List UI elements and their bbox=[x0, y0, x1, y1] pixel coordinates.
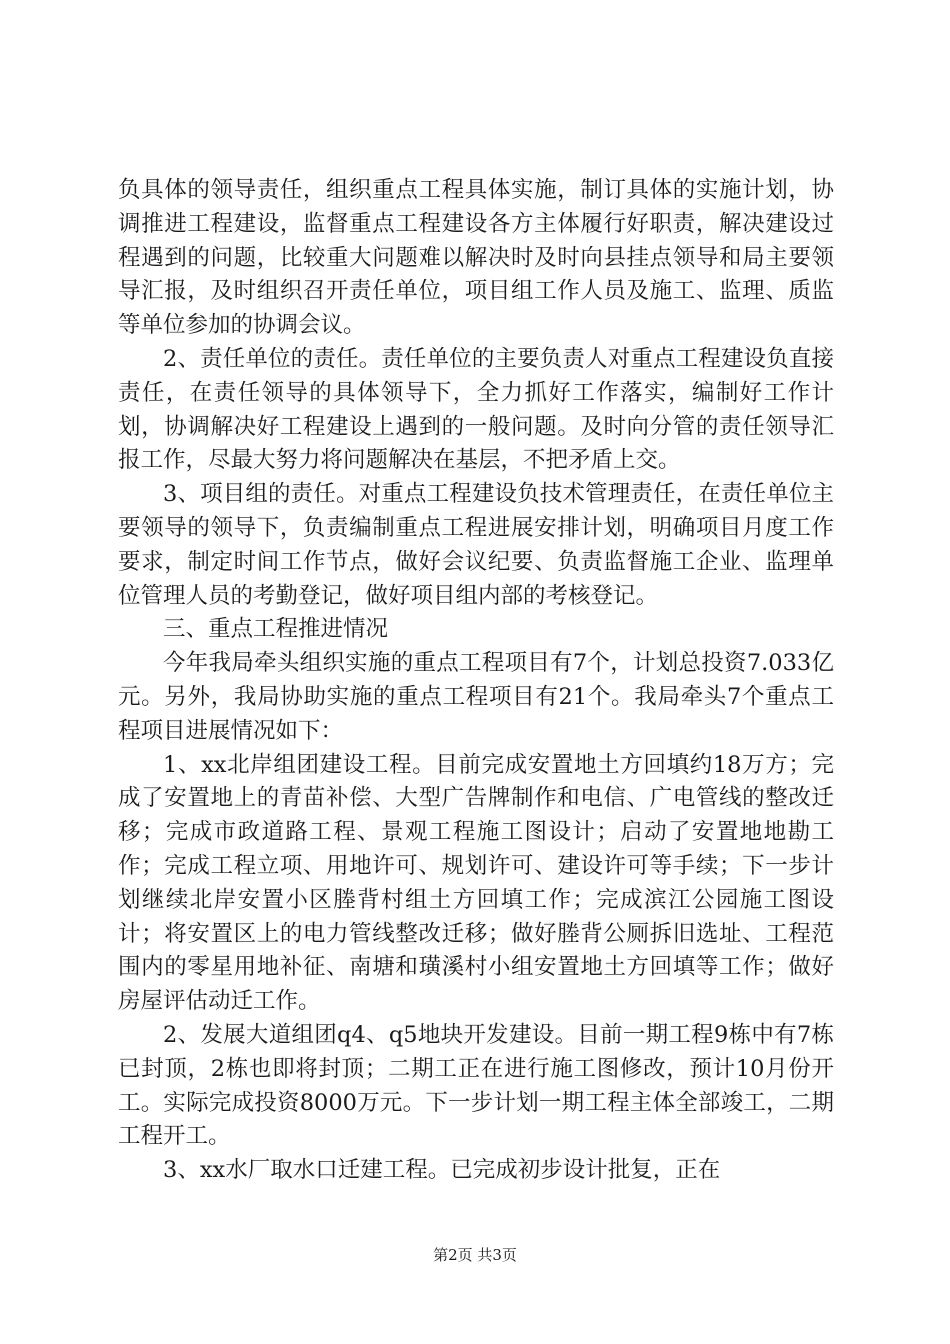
paragraph-overview: 今年我局牵头组织实施的重点工程项目有7个，计划总投资7.033亿元。另外，我局协助实施的重点工程项目有21个。我局牵头7个重点工程项目进展情况如下： bbox=[118, 650, 834, 744]
paragraph-continuation: 负具体的领导责任，组织重点工程具体实施，制订具体的实施计划，协调推进工程建设，监督重点工程建设各方主体履行好职责，解决建设过程遇到的问题，比较重大问题难以解决时及时向县挂点领导和局主要领导汇报，及时组织召开责任单位，项目组工作人员及施工、监理、质监等单位参加的协调会议。 bbox=[118, 177, 834, 339]
paragraph-project-3: 3、xx水厂取水口迁建工程。已完成初步设计批复，正在 bbox=[163, 1157, 721, 1184]
section-heading-progress: 三、重点工程推进情况 bbox=[163, 616, 389, 643]
paragraph-project-1: 1、xx北岸组团建设工程。目前完成安置地土方回填约18万方；完成了安置地上的青苗补偿、大型广告牌制作和电信、广电管线的整改迁移；完成市政道路工程、景观工程施工图设计；启动了安置地地勘工作；完成工程立项、用地许可、规划许可、建设许可等手续；下一步计划继续北岸安置小区塍背村组土方回填工作；完成滨江公园施工图设计；将安置区上的电力管线整改迁移；做好塍背公厕拆旧选址、工程范围内的零星用地补征、南塘和璜溪村小组安置地土方回填等工作；做好房屋评估动迁工作。 bbox=[118, 751, 834, 1015]
paragraph-project-team: 3、项目组的责任。对重点工程建设负技术管理责任，在责任单位主要领导的领导下，负责编制重点工程进展安排计划，明确项目月度工作要求，制定时间工作节点，做好会议纪要、负责监督施工企业、监理单位管理人员的考勤登记，做好项目组内部的考核登记。 bbox=[118, 481, 834, 609]
page-footer: 第2页 共3页 bbox=[433, 1246, 517, 1264]
document-body bbox=[118, 174, 834, 1188]
paragraph-responsible-unit: 2、责任单位的责任。责任单位的主要负责人对重点工程建设负直接责任，在责任领导的具体领导下，全力抓好工作落实，编制好工作计划，协调解决好工程建设上遇到的一般问题。及时向分管的责任领导汇报工作，尽最大努力将问题解决在基层，不把矛盾上交。 bbox=[118, 345, 834, 474]
paragraph-project-2: 2、发展大道组团q4、q5地块开发建设。目前一期工程9栋中有7栋已封顶，2栋也即将封顶；二期工正在进行施工图修改，预计10月份开工。实际完成投资8000万元。下一步计划一期工程主体全部竣工，二期工程开工。 bbox=[118, 1021, 834, 1150]
